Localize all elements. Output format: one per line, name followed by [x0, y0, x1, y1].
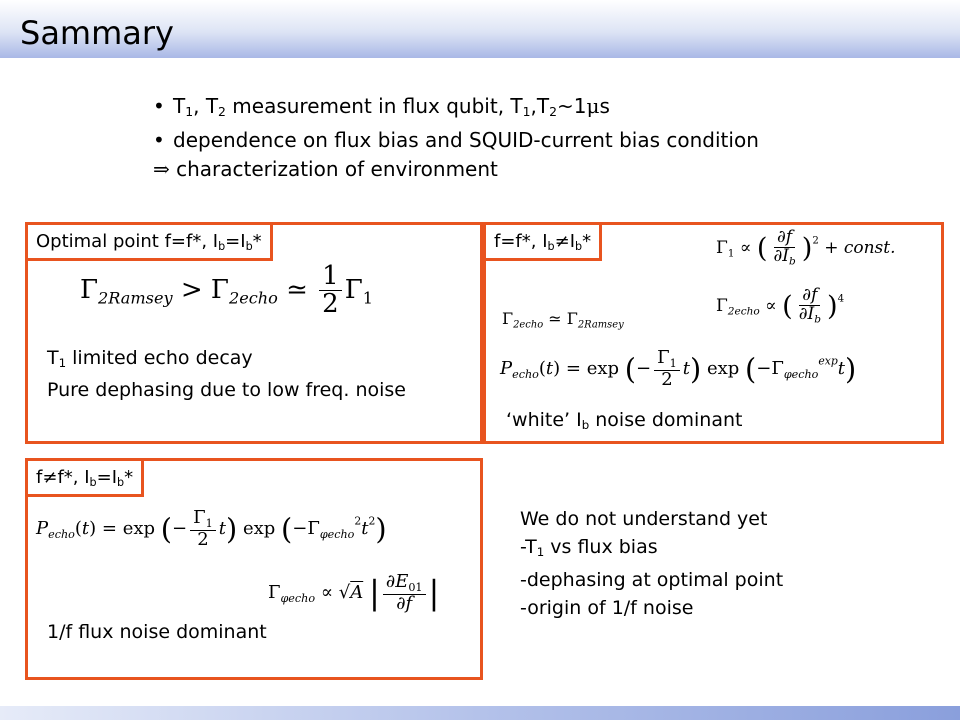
- open-question-1: $-T_1$ vs flux bias: [520, 536, 658, 559]
- open-question-3: -origin of 1/f noise: [520, 596, 694, 619]
- equation-gamma-phi-echo: $\Gamma_{\varphi echo} \propto √A$ | $\frac{\partial E_{01}}{\partial f}$ |: [268, 571, 440, 614]
- bullet-dot-icon: •: [153, 128, 165, 153]
- equation-ramsey-echo: $\Gamma_{2Ramsey} > \Gamma_{2echo}$ ≃ $\frac{1}{2}$ $\Gamma_1$: [80, 261, 374, 320]
- equation-pecho-flux: $P_{echo}(t) = \exp$ (− $\frac{\Gamma_1}{2}$ t) $\exp (-\Gamma_{\varphi echo}^2t^2)$: [36, 507, 387, 550]
- panel-1-text: [47, 345, 406, 404]
- equation-pecho-white: $P_{echo}(t) = \exp$ (− $\frac{\Gamma_1}{2}$ t) $\exp (-\Gamma_{\varphi echo}^{exp}t)$: [500, 347, 857, 390]
- panel-optimal-point: [25, 222, 483, 444]
- open-questions: [520, 505, 783, 622]
- equation-gamma2echo-proportional: $\Gamma_{2echo}$ ∝ ( $\frac{\partial f}{\partial I_b}$ )$^4$: [716, 285, 845, 326]
- panel-flux-noise: [25, 458, 483, 680]
- slide-title: Sammary: [20, 14, 174, 52]
- equation-gamma1-proportional: $\Gamma_1$ ∝ ( $\frac{\partial f}{\partial I_b}$ )$^2$ + const.: [716, 227, 896, 268]
- bullet-1: • $T_1$, $T_2$ measurement in flux qubit, $T_1,T_2\sim 1\mu s$: [153, 94, 610, 120]
- panel-2-note: ‘white’ $I_b$ noise dominant: [506, 409, 743, 432]
- summary-bullets: [153, 92, 759, 184]
- open-question-2: -dephasing at optimal point: [520, 568, 784, 591]
- bullet-3: ⇒ characterization of environment: [153, 157, 498, 182]
- panel-1-line-2: Pure dephasing due to low freq. noise: [47, 378, 406, 401]
- panel-2-tag: f=f*, $I_b\ne I_b*$: [483, 222, 602, 261]
- panel-3-tag: f≠f*, $I_b=I_b*$: [25, 458, 144, 497]
- bullet-2: • dependence on flux bias and SQUID-current bias condition: [153, 126, 759, 155]
- bullet-dot-icon: •: [153, 94, 165, 118]
- title-bar: [0, 0, 960, 58]
- bottom-bar: [0, 706, 960, 720]
- panel-3-note: 1/f flux noise dominant: [47, 621, 267, 643]
- panel-1-line-1: $T_1$ limited echo decay: [47, 347, 253, 370]
- equation-echo-ramsey: $\Gamma_{2echo}$ ≃ $\Gamma_{2Ramsey}$: [502, 309, 624, 331]
- panel-1-tag: Optimal point f=f*, $I_b=I_b*$: [25, 222, 273, 261]
- implies-arrow-icon: ⇒: [153, 157, 170, 182]
- panel-white-noise: [483, 222, 944, 444]
- open-questions-heading: We do not understand yet: [520, 508, 768, 530]
